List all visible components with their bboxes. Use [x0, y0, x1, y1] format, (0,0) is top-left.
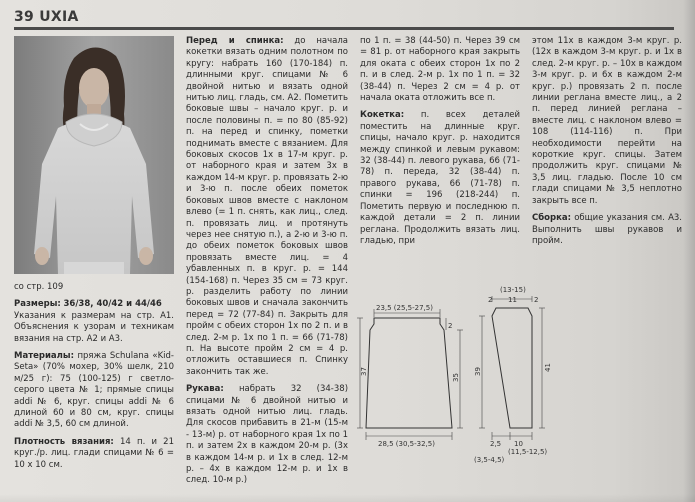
assembly-text: общие указания см. А3. Выполнить швы рукавов и пройм.: [532, 213, 682, 246]
body-top-width-label: 23,5 (25,5-27,5): [376, 304, 433, 312]
page-bottom-shadow: [0, 494, 695, 502]
materials-paragraph: [14, 351, 174, 431]
assembly-paragraph: [532, 213, 682, 247]
sleeves-label: Рукава:: [186, 384, 224, 395]
sleeves-continued-text: по 1 п. = 38 (44-50) п. Через 39 см = 81 р. от наборного края закрыть для оката с обеих сторон 1х по 2 п. и в след. 2-м р. 1х по 1 п. = 32 (38-44) п. Через 2 см = 4 р. от начала оката отложить все п.: [360, 36, 520, 104]
column-4: [532, 36, 682, 253]
sleeve-bottom-left-label: 2,5: [490, 440, 502, 448]
yoke-label: Кокетка:: [360, 110, 405, 121]
pattern-header: [14, 6, 674, 30]
model-photo: [14, 36, 174, 274]
materials-text: пряжа Schulana «Kid-Seta» (70% мохер, 30% шелк, 210 м/25 г): 75 (100-125) г светло-серого цвета № 1; прямые спицы addi № 6, круг. спицы addi № 6 длиной 60 и 80 см, круг. спицы addi № 3,5, 60 см длиной.: [14, 351, 175, 430]
density-text: 14 п. и 21 круг./р. лиц. глади спицами № 6 = 10 х 10 см.: [14, 436, 174, 470]
page-reference: со стр. 109: [14, 282, 64, 292]
body-total-height-label: 37: [360, 367, 368, 376]
sizes-value: 36/38, 40/42 и 44/46: [63, 299, 162, 310]
sleeve-lower-height-label: 39: [474, 367, 482, 376]
sleeve-top-right-label: 2: [534, 296, 539, 304]
body-armhole-label: 2: [448, 322, 453, 330]
column-2: [186, 36, 348, 493]
front-back-label: Перед и спинка:: [186, 36, 284, 46]
front-back-paragraph: [186, 36, 348, 378]
sleeve-bottom-width-label: 10: [514, 440, 523, 448]
yoke-text: п. всех деталей поместить на длинные круг. спицы, начало круг. р. находится между спинкой и левым рукавом: 32 (38-44) п. левого рукава, 66 (71-78) п. переда, 32 (38-44) п. правого рукава, 66 (71-78) п. спинки = 196 (218-244) п. Пометить первую и последнюю п. каждой детали = 2 п. линии реглана. Продолжить вязать лиц. гладью, при: [360, 110, 521, 246]
sleeves-paragraph: [186, 384, 348, 487]
column-1: [14, 282, 174, 477]
body-outline: [366, 318, 452, 428]
body-lower-height-label: 35: [452, 373, 460, 382]
page-gutter-shadow: [683, 0, 695, 502]
yoke-continued-text: этом 11х в каждом 3-м круг. р. (12х в каждом 3-м круг. р. и 1х в след. 2-м круг. р. – 10х в каждом 3-м круг. р. и 6х в каждом 2-м круг. р.) провязать 2 п. после линии реглана вместе лиц., а 2 п. перед линией реглана – вместе лиц. с наклоном влево = 108 (114-116) п. При необходимости перейти на короткие круг. спицы. Затем продолжить круг. спицами № 3,5 лиц. гладью. После 10 см глади спицами № 3,5 неплотно закрыть все п.: [532, 36, 682, 206]
body-bottom-width-label: 28,5 (30,5-32,5): [378, 440, 435, 448]
body-schematic: [356, 298, 476, 468]
column-3: [360, 36, 520, 253]
density-paragraph: [14, 437, 174, 471]
sizes-paragraph: [14, 299, 174, 310]
sleeve-top-left-label: 2: [488, 296, 493, 304]
density-label: Плотность вязания:: [14, 436, 114, 447]
sleeve-top-width-label: 11: [508, 296, 517, 304]
sizes-label: Размеры:: [14, 299, 61, 310]
sleeve-total-height-label: 41: [544, 363, 552, 372]
yoke-paragraph: [360, 110, 520, 247]
sleeve-schematic: [470, 282, 560, 472]
assembly-label: Сборка:: [532, 213, 572, 224]
model-illustration: [14, 36, 174, 274]
front-back-text: до начала кокетки вязать одним полотном по кругу: набрать 160 (170-184) п. длинными круг. спицами № 6 двойной нитью и вязать одной нитью лиц. гладь, см. А2. Пометить боковые швы – начало круг. р. и после половины п. = по 80 (85-92) п. на перед и спинку, пометки поднимать вместе с вязанием. Для боковых скосов 1х в 17-м круг. р. от наборного края и затем 3х в каждом 14-м круг. р. провязать 2-ю и 3-ю п. после обеих пометок боковых швов вместе с наклоном влево (= 1 п. снять, как лиц., след. п. провязать лиц. и протянуть через нее снятую п.), а 2-ю и 3-ю п. до обеих пометок боковых швов провязать вместе лиц. = 4 убавленных п. в круг. р. = 144 (154-168) п. Через 35 см = 73 круг. р. разделить работу по линии боковых швов и сначала закончить перед = 72 (77-84) п. Закрыть для пройм с обеих сторон 1х по 2 п. и в след. 2-м р. 1х по 1 п. = 66 (71-78) п. На высоте пройм 2 см = 4 р. отложить оставшиеся п. Спинку закончить так же.: [186, 36, 348, 377]
sleeve-bottom-sub-label: (11,5-12,5): [508, 448, 548, 456]
sleeve-outline: [492, 308, 532, 428]
pattern-title: 39 UXIA: [14, 9, 79, 25]
sizes-note: Указания к размерам на стр. А1. Объяснения к узорам и техникам вязания на стр. А2 и А3.: [14, 310, 174, 344]
sleeve-top-total-label: (13-15): [500, 286, 526, 294]
sleeve-bottom-left-sub-label: (3,5-4,5): [474, 456, 505, 464]
sleeves-text: набрать 32 (34-38) спицами № 6 двойной нитью и вязать одной нитью лиц. гладь. Для скосов прибавить в 21-м (15-м - 13-м) р. от наборного края 1х по 1 п. и затем 2х в каждом 20-м р. (3х в каждом 14-м р. и 1х в след. 12-м р. – 4х в каждом 12-м р. и 1х в след. 10-м р.): [186, 384, 349, 486]
materials-label: Материалы:: [14, 351, 74, 362]
